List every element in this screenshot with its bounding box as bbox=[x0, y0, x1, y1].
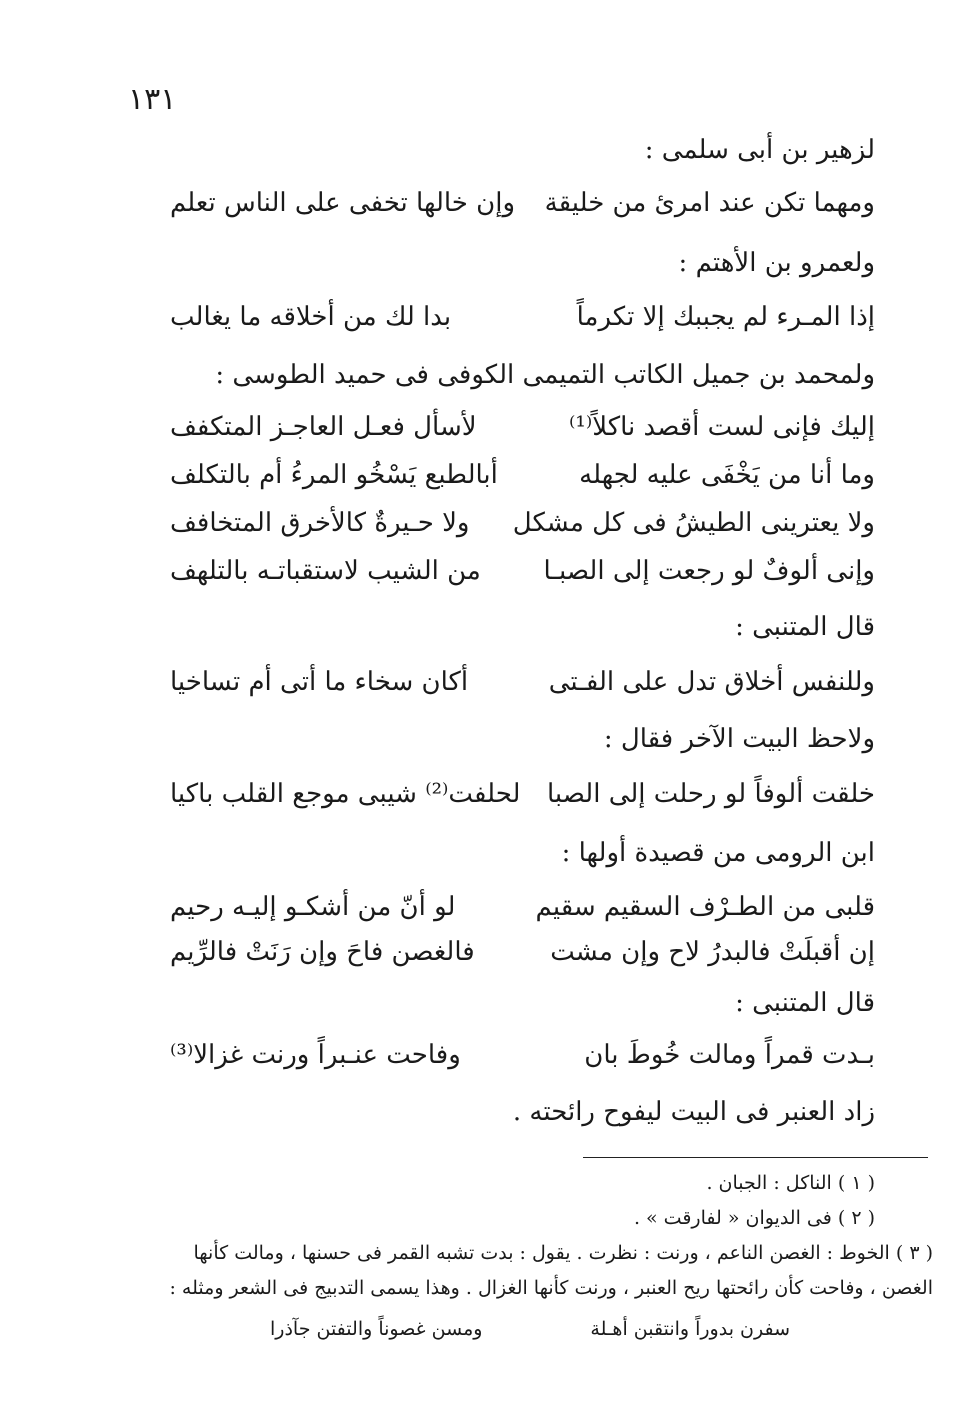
intro-mutanabbi-1: قال المتنبى : bbox=[735, 612, 875, 642]
hemistich-first: ولا يعترينى الطيشُ فى كل مشكل bbox=[512, 508, 875, 538]
verse-muhammad-1 bbox=[170, 412, 875, 442]
hemistich-first: إذا المـرء لم يجببك إلا تكرماً bbox=[576, 302, 875, 332]
closing-line: زاد العنبر فى البيت ليفوح رائحته . bbox=[512, 1097, 875, 1127]
hemistich-first: إن أقبلَتْ فالبدرُ لاح وإن مشت bbox=[550, 937, 875, 967]
intro-mutanabbi-2: قال المتنبى : bbox=[735, 988, 875, 1018]
hemistich-second: فالغصن فاحَ وإن رَنَتْ فالرِّيم bbox=[170, 937, 475, 967]
hemistich-second: أبالطبع يَسْخُو المرءُ أم بالتكلف bbox=[170, 460, 498, 490]
footnote-1: ( ١ ) الناكل : الجبان . bbox=[706, 1172, 875, 1194]
verse-amr bbox=[170, 302, 875, 332]
verse-muhammad-4 bbox=[170, 556, 875, 586]
footnote-3-verse bbox=[270, 1318, 790, 1340]
hemistich-second: لو أنّ من أشكـو إليـه رحيم bbox=[170, 892, 456, 922]
hemistich-first: خلقت ألوفاً لو رحلت إلى الصبا bbox=[546, 779, 875, 809]
hemistich-second: وفاحت عنـبراً ورنت غزالا⁽³⁾ bbox=[170, 1040, 461, 1070]
footnote-separator bbox=[583, 1157, 928, 1158]
intro-rumi: ابن الرومى من قصيدة أولها : bbox=[561, 838, 875, 868]
intro-lahaz: ولاحظ البيت الآخر فقال : bbox=[603, 724, 875, 754]
hemistich-first: إليك فإنى لست أقصد ناكلاً⁽¹⁾ bbox=[569, 412, 875, 442]
hemistich-first: وما أنا من يَخْفَى عليه لجهله bbox=[579, 460, 875, 490]
verse-lahaz bbox=[170, 779, 875, 809]
page-number: ١٣١ bbox=[128, 82, 177, 117]
intro-muhammad: ولمحمد بن جميل الكاتب التميمى الكوفى فى حميد الطوسى : bbox=[215, 360, 875, 390]
hemistich-second: بدا لك من أخلاقه ما يغالب bbox=[170, 302, 452, 332]
verse-zuhair bbox=[170, 188, 875, 218]
verse-mutanabbi-1 bbox=[170, 667, 875, 697]
verse-rumi-2 bbox=[170, 937, 875, 967]
verse-muhammad-3 bbox=[170, 508, 875, 538]
hemistich-second: من الشيب لاستقباتـه بالتلهف bbox=[170, 556, 481, 586]
footnote-2: ( ٢ ) فى الديوان « لفارقت » . bbox=[633, 1207, 875, 1229]
hemistich-first: بـدت قمراً ومالت خُوطَ بان bbox=[584, 1040, 875, 1070]
hemistich-second: لحلفت⁽²⁾ شيبى موجع القلب باكيا bbox=[170, 779, 521, 809]
hemistich-first: وللنفس أخلاق تدل على الفـتى bbox=[548, 667, 875, 697]
hemistich-first: ومهما تكن عند امرئ من خليقة bbox=[544, 188, 875, 218]
hemistich-first: وإنى ألوفٌ لو رجعت إلى الصبـا bbox=[543, 556, 875, 586]
hemistich-second: أكان سخاء ما أتى أم تساخيا bbox=[170, 667, 469, 697]
hemistich-first: سفرن بدوراً وانتقبن أهـلة bbox=[590, 1318, 790, 1340]
hemistich-second: ولا حـيرةٌ كالأخرق المتخافف bbox=[170, 508, 470, 538]
hemistich-second: ومسن غصوناً والتفتن جآذرا bbox=[270, 1318, 483, 1340]
hemistich-second: لأسأل فعـل العاجـز المتكفف bbox=[170, 412, 477, 442]
footnote-3-line-1: ( ٣ ) الخوط : الغصن الناعم ، ورنت : نظرت . يقول : بدت تشبه القمر فى حسنها ، ومالت كأنها bbox=[193, 1242, 933, 1264]
hemistich-second: وإن خالها تخفى على الناس تعلم bbox=[170, 188, 515, 218]
intro-zuhair: لزهير بن أبى سلمى : bbox=[644, 135, 875, 165]
verse-rumi-1 bbox=[170, 892, 875, 922]
intro-amr: ولعمرو بن الأهتم : bbox=[678, 248, 875, 278]
hemistich-first: قلبى من الطـرْف السقيم سقيم bbox=[535, 892, 875, 922]
footnote-3-line-2: الغصن ، وفاحت كأن رائحتها ريح العنبر ، ورنت كأنها الغزال . وهذا يسمى التدبيج فى الشعر ومثله : bbox=[169, 1277, 933, 1299]
verse-muhammad-2 bbox=[170, 460, 875, 490]
verse-mutanabbi-2 bbox=[170, 1040, 875, 1070]
